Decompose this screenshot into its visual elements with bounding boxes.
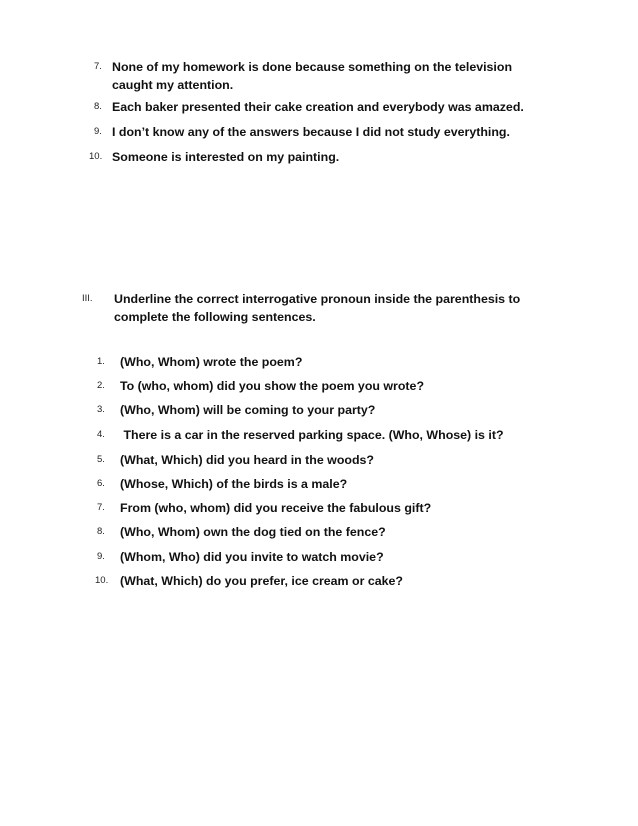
- item-number: 9.: [94, 126, 102, 137]
- item-text: From (who, whom) did you receive the fabulous gift?: [120, 501, 432, 515]
- item-number: 4.: [97, 429, 105, 440]
- item-number: 6.: [97, 478, 105, 489]
- item-text: (What, Which) did you heard in the woods?: [120, 453, 374, 467]
- item-number: 2.: [97, 380, 105, 391]
- item-text: Each baker presented their cake creation and everybody was amazed.: [112, 100, 524, 114]
- item-text: (Who, Whom) wrote the poem?: [120, 355, 303, 369]
- item-text: (Who, Whom) will be coming to your party?: [120, 403, 376, 417]
- item-text: (What, Which) do you prefer, ice cream or cake?: [120, 574, 403, 588]
- item-text: (Who, Whom) own the dog tied on the fence?: [120, 525, 386, 539]
- item-number: 1.: [97, 356, 105, 367]
- item-number: 10.: [89, 151, 103, 162]
- item-number: 7.: [94, 61, 102, 72]
- section-instruction: Underline the correct interrogative pronoun inside the parenthesis to complete the following sentences.: [114, 292, 521, 324]
- section-numeral: III.: [82, 293, 93, 304]
- item-text: (Whose, Which) of the birds is a male?: [120, 477, 348, 491]
- item-text: I don’t know any of the answers because I did not study everything.: [112, 125, 510, 139]
- item-text: None of my homework is done because something on the television caught my attention.: [112, 60, 513, 92]
- item-text: (Whom, Who) did you invite to watch movie?: [120, 550, 384, 564]
- item-text: To (who, whom) did you show the poem you wrote?: [120, 379, 425, 393]
- item-number: 3.: [97, 404, 105, 415]
- item-number: 10.: [95, 575, 109, 586]
- item-number: 7.: [97, 502, 105, 513]
- item-number: 9.: [97, 551, 105, 562]
- item-number: 5.: [97, 454, 105, 465]
- item-text: There is a car in the reserved parking space. (Who, Whose) is it?: [120, 428, 504, 442]
- item-number: 8.: [97, 526, 105, 537]
- item-number: 8.: [94, 101, 102, 112]
- item-text: Someone is interested on my painting.: [112, 150, 340, 164]
